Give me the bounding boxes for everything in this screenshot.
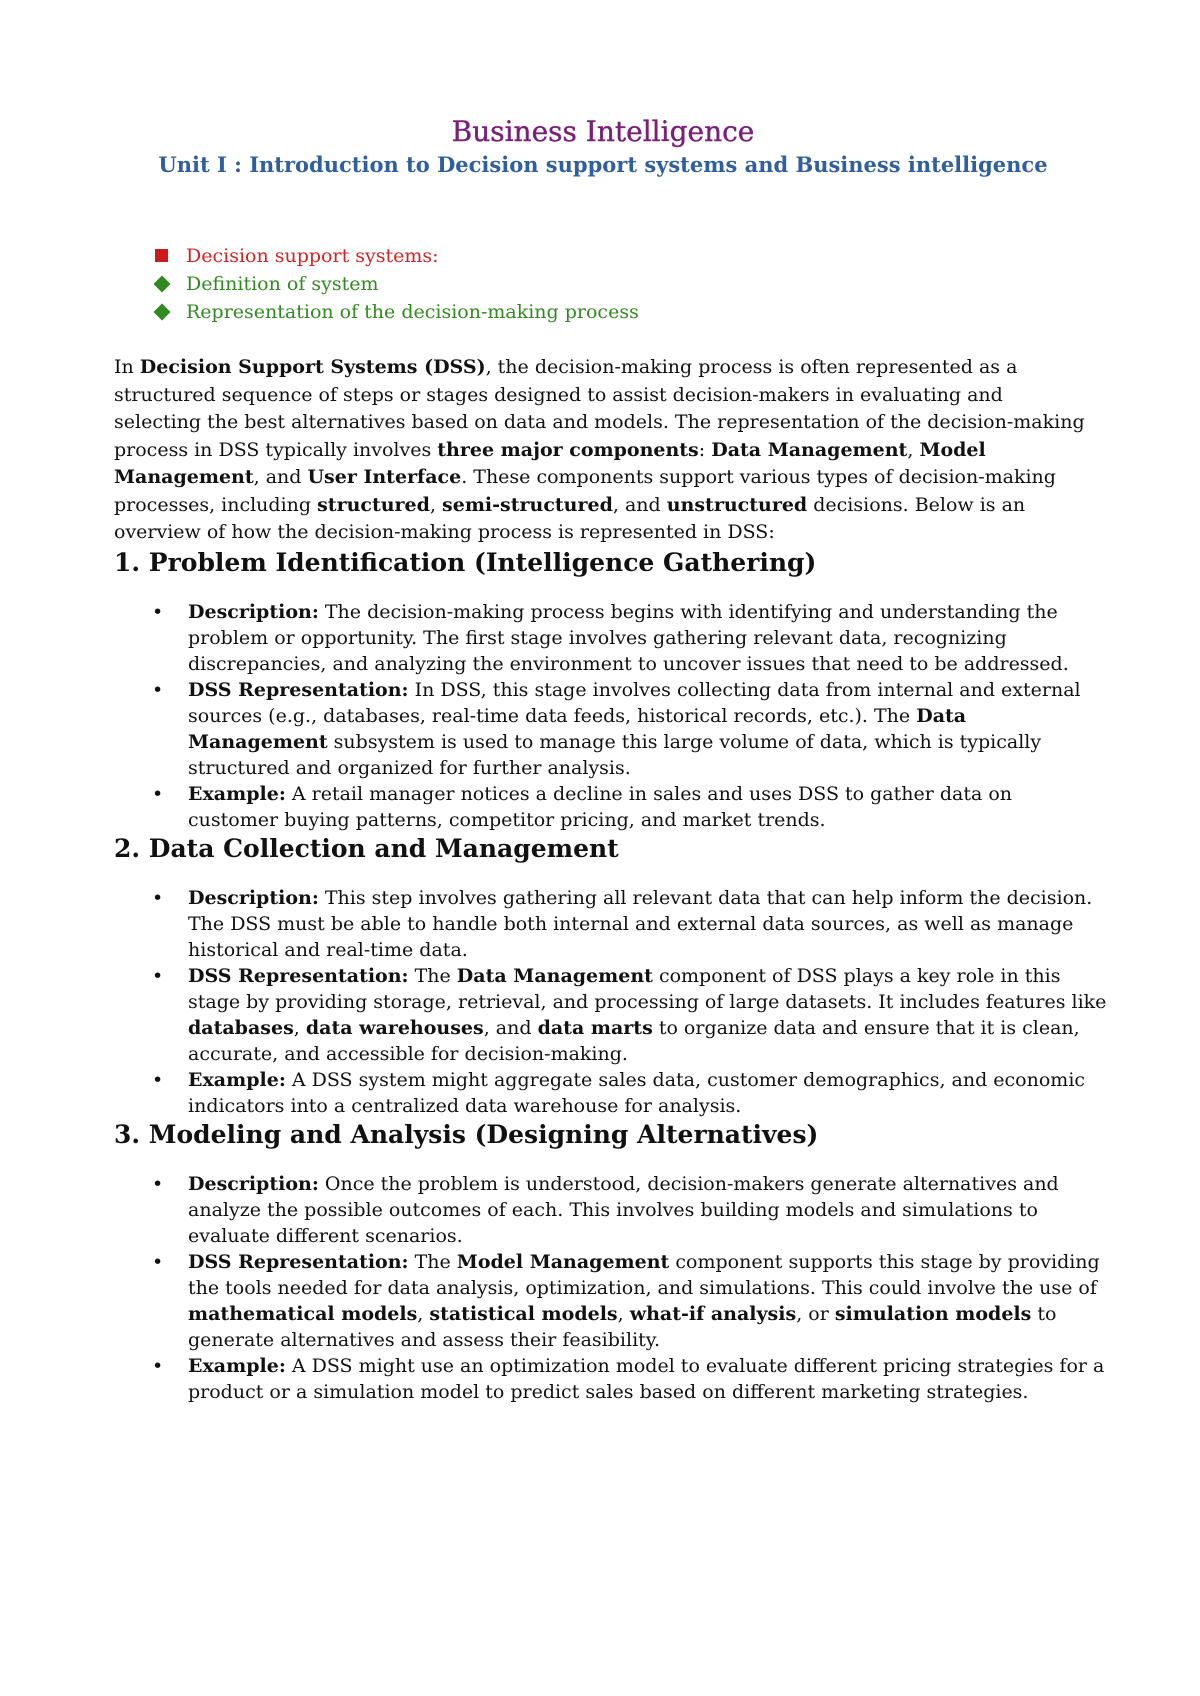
topic-item (154, 298, 1092, 326)
list-item: • DSS Representation: In DSS, this stage involves collecting data from internal and external sources (e.g., databases, real-time data feeds, historical records, etc.). The Data Management subsystem is used to manage this large volume of data, which is typically structured and organized for further analysis. (152, 678, 1081, 779)
bullet-icon: • (152, 1068, 164, 1091)
bullet-icon: • (152, 678, 164, 701)
list-item: • DSS Representation: The Data Management component of DSS plays a key role in this stage by providing storage, retrieval, and processing of large datasets. It includes features like databases, data warehouses, and data marts to organize data and ensure that it is clean, accurate, and accessible for decision-making. (152, 964, 1107, 1065)
list-item: • Example: A DSS might use an optimization model to evaluate different pricing strategies for a product or a simulation model to predict sales based on different marketing strategies. (152, 1354, 1105, 1403)
topic-list (154, 242, 1092, 326)
bullet-icon: • (152, 600, 164, 623)
bullet-icon: • (152, 1172, 164, 1195)
square-bullet-icon (154, 242, 186, 270)
list-item: • Description: Once the problem is understood, decision-makers generate alternatives and analyze the possible outcomes of each. This involves building models and simulations to evaluate different scenarios. (152, 1172, 1059, 1247)
intro-paragraph: In Decision Support Systems (DSS), the decision-making process is often represented as a structured sequence of steps or stages designed to assist decision-makers in evaluating and selecting the best alternatives based on data and models. The representation of the decision-making process in DSS typically involves three major components: Data Management, Model Management, and User Interface. These components support various types of decision-making processes, including structured, semi-structured, and unstructured decisions. Below is an overview of how the decision-making process is represented in DSS: (114, 356, 1085, 543)
bullet-icon: • (152, 1250, 164, 1273)
diamond-bullet-icon (154, 270, 186, 298)
topic-item (154, 270, 1092, 298)
diamond-bullet-icon (154, 298, 186, 326)
bullet-icon: • (152, 782, 164, 805)
section-points (114, 885, 1108, 1119)
bullet-icon: • (152, 886, 164, 909)
section-heading: 1. Problem Identification (Intelligence Gathering) (114, 547, 817, 577)
section-heading: 3. Modeling and Analysis (Designing Alternatives) (114, 1119, 819, 1149)
bullet-icon: • (152, 1354, 164, 1377)
section-points (114, 599, 1108, 833)
document-subtitle: Unit I : Introduction to Decision support systems and Business intelligence (158, 152, 1048, 177)
bullet-icon: • (152, 964, 164, 987)
list-item: • Description: The decision-making process begins with identifying and understanding the problem or opportunity. The first stage involves gathering relevant data, recognizing discrepancies, and analyzing the environment to uncover issues that need to be addressed. (152, 600, 1069, 675)
topic-text: Definition of system (186, 273, 379, 295)
list-item: • DSS Representation: The Model Management component supports this stage by providing the tools needed for data analysis, optimization, and simulations. This could involve the use of mathematical models, statistical models, what-if analysis, or simulation models to generate alternatives and assess their feasibility. (152, 1250, 1100, 1351)
topic-text: Decision support systems: (186, 245, 439, 267)
section-heading: 2. Data Collection and Management (114, 833, 619, 863)
document-title: Business Intelligence (451, 115, 755, 148)
topic-text: Representation of the decision-making process (186, 301, 639, 323)
list-item: • Description: This step involves gathering all relevant data that can help inform the decision. The DSS must be able to handle both internal and external data sources, as well as manage historical and real-time data. (152, 886, 1093, 961)
list-item: • Example: A retail manager notices a decline in sales and uses DSS to gather data on customer buying patterns, competitor pricing, and market trends. (152, 782, 1013, 831)
list-item: • Example: A DSS system might aggregate sales data, customer demographics, and economic indicators into a centralized data warehouse for analysis. (152, 1068, 1086, 1117)
section-points (114, 1171, 1108, 1405)
topic-item (154, 242, 1092, 270)
